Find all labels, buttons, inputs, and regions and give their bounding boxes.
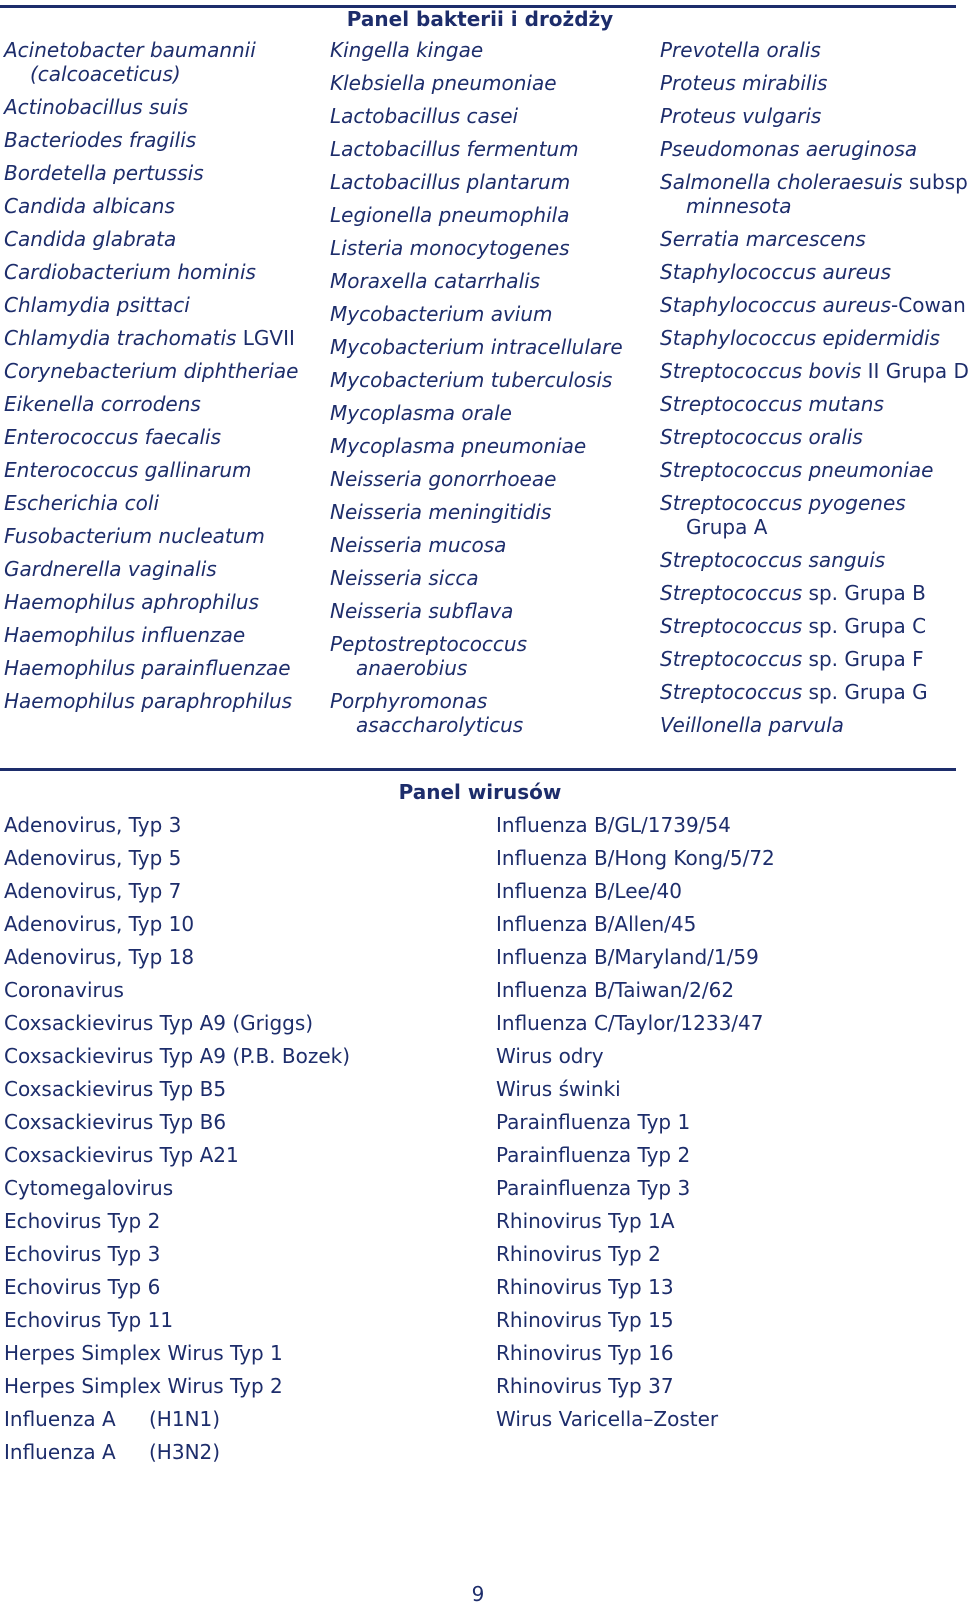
organism-list-item [660, 680, 969, 704]
organism-group: Grupa A [686, 515, 768, 539]
organism-name: Mycobacterium intracellulare [330, 335, 623, 359]
organism-list-item [4, 227, 298, 251]
virus-column-1 [4, 813, 350, 1473]
virus-list-item: Influenza B/Hong Kong/5/72 [496, 846, 775, 870]
virus-list-item: Adenovirus, Typ 18 [4, 945, 195, 969]
organism-name: Haemophilus parainfluenzae [4, 656, 291, 680]
organism-name: Streptococcus bovis [660, 359, 862, 383]
organism-name: Lactobacillus plantarum [330, 170, 571, 194]
organism-list-item [660, 260, 969, 284]
virus-list-item: Wirus Varicella–Zoster [496, 1407, 719, 1431]
virus-list-item: Adenovirus, Typ 5 [4, 846, 182, 870]
virus-list-item: Herpes Simplex Wirus Typ 1 [4, 1341, 283, 1365]
organism-name: Candida albicans [4, 194, 175, 218]
organism-name: Neisseria subflava [330, 599, 514, 623]
organism-name: Streptococcus [660, 581, 803, 605]
organism-name: Streptococcus sanguis [660, 548, 886, 572]
virus-list-item: Rhinovirus Typ 2 [496, 1242, 661, 1266]
virus-panel-title: Panel wirusów [398, 780, 562, 804]
organism-list-item [660, 227, 969, 251]
organism-list-item [660, 71, 969, 95]
organism-name: Mycoplasma pneumoniae [330, 434, 587, 458]
organism-list-item [4, 458, 298, 482]
organism-name: Mycobacterium avium [330, 302, 553, 326]
organism-name: Enterococcus faecalis [4, 425, 221, 449]
virus-list-item: Parainfluenza Typ 3 [496, 1176, 691, 1200]
organism-name: Legionella pneumophila [330, 203, 570, 227]
organism-list-item [660, 548, 969, 572]
virus-list-item: Parainfluenza Typ 2 [496, 1143, 691, 1167]
organism-qualifier: sp. Grupa G [802, 680, 928, 704]
organism-name: Streptococcus pyogenes [660, 491, 906, 515]
virus-list-item [4, 1407, 350, 1431]
organism-list-item [4, 293, 298, 317]
organism-list-item [4, 326, 298, 350]
organism-name: Chlamydia trachomatis [4, 326, 237, 350]
organism-name: Serratia marcescens [660, 227, 866, 251]
organism-name-continued: minnesota [686, 194, 792, 218]
virus-list-item: Influenza B/Allen/45 [496, 912, 697, 936]
organism-list-item [330, 236, 623, 260]
organism-name: Klebsiella pneumoniae [330, 71, 557, 95]
virus-list-item: Rhinovirus Typ 13 [496, 1275, 674, 1299]
organism-name: Lactobacillus casei [330, 104, 519, 128]
organism-name: Lactobacillus fermentum [330, 137, 579, 161]
organism-list-item [330, 71, 623, 95]
organism-name: Chlamydia psittaci [4, 293, 190, 317]
organism-list-item [660, 425, 969, 449]
organism-name: Proteus mirabilis [660, 71, 828, 95]
virus-list-item: Herpes Simplex Wirus Typ 2 [4, 1374, 283, 1398]
organism-name: Fusobacterium nucleatum [4, 524, 265, 548]
organism-list-item [330, 104, 623, 128]
organism-name: Cardiobacterium hominis [4, 260, 256, 284]
virus-list-item: Cytomegalovirus [4, 1176, 174, 1200]
organism-name: Streptococcus [660, 647, 803, 671]
organism-name-continued: (calcoaceticus) [30, 62, 181, 86]
organism-list-item [4, 260, 298, 284]
virus-list-item: Rhinovirus Typ 15 [496, 1308, 674, 1332]
organism-name: Neisseria gonorrhoeae [330, 467, 557, 491]
virus-name: Influenza A [4, 1440, 116, 1464]
organism-qualifier: sp. Grupa B [802, 581, 926, 605]
virus-list-item: Wirus świnki [496, 1077, 621, 1101]
virus-list-item: Adenovirus, Typ 10 [4, 912, 195, 936]
organism-qualifier: -Cowan [891, 293, 966, 317]
organism-list-item [660, 293, 969, 317]
organism-name: Haemophilus influenzae [4, 623, 246, 647]
organism-name: Salmonella choleraesuis [660, 170, 903, 194]
organism-list-item [330, 434, 623, 458]
organism-name: Peptostreptococcus [330, 632, 528, 656]
virus-list-item: Adenovirus, Typ 7 [4, 879, 182, 903]
organism-name: Staphylococcus epidermidis [660, 326, 940, 350]
organism-list-item [330, 689, 623, 737]
organism-list-item [330, 566, 623, 590]
bacteria-column-3 [660, 38, 969, 746]
organism-list-item [330, 38, 623, 62]
organism-list-item [4, 656, 298, 680]
organism-list-item [330, 170, 623, 194]
virus-list-item: Echovirus Typ 3 [4, 1242, 161, 1266]
virus-list-item: Coxsackievirus Typ A9 (Griggs) [4, 1011, 314, 1035]
organism-qualifier: sp. Grupa C [802, 614, 927, 638]
organism-qualifier: sp. Grupa F [802, 647, 924, 671]
virus-list-item: Rhinovirus Typ 1A [496, 1209, 675, 1233]
page-number: 9 [471, 1582, 485, 1606]
organism-list-item [4, 95, 298, 119]
organism-name: Proteus vulgaris [660, 104, 822, 128]
bacteria-column-2 [330, 38, 623, 746]
organism-list-item [330, 203, 623, 227]
organism-name: Staphylococcus aureus [660, 293, 892, 317]
virus-list-item [4, 1440, 350, 1464]
virus-list-item: Coxsackievirus Typ B6 [4, 1110, 227, 1134]
organism-name: Listeria monocytogenes [330, 236, 570, 260]
organism-list-item [660, 326, 969, 350]
organism-qualifier: subsp [902, 170, 968, 194]
organism-list-item [660, 137, 969, 161]
bacteria-panel-title: Panel bakterii i drożdży [346, 7, 614, 31]
organism-name: Eikenella corrodens [4, 392, 201, 416]
organism-name: Haemophilus aphrophilus [4, 590, 259, 614]
virus-column-2 [496, 813, 775, 1440]
bacteria-column-1 [4, 38, 298, 722]
organism-name: Streptococcus mutans [660, 392, 884, 416]
organism-list-item [4, 590, 298, 614]
organism-name: Escherichia coli [4, 491, 159, 515]
organism-list-item [330, 368, 623, 392]
virus-list-item: Rhinovirus Typ 16 [496, 1341, 674, 1365]
virus-list-item: Coxsackievirus Typ A9 (P.B. Bozek) [4, 1044, 351, 1068]
organism-name: Candida glabrata [4, 227, 177, 251]
organism-list-item [330, 599, 623, 623]
virus-list-item: Influenza B/GL/1739/54 [496, 813, 731, 837]
organism-qualifier: LGVII [236, 326, 295, 350]
organism-name: Porphyromonas [330, 689, 488, 713]
organism-list-item [660, 392, 969, 416]
organism-name: Prevotella oralis [660, 38, 821, 62]
virus-list-item: Coxsackievirus Typ B5 [4, 1077, 227, 1101]
virus-strain: (H1N1) [149, 1407, 221, 1431]
virus-name: Influenza A [4, 1407, 116, 1431]
organism-list-item [660, 614, 969, 638]
organism-name: Corynebacterium diphtheriae [4, 359, 299, 383]
organism-list-item [4, 38, 298, 86]
virus-list-item: Adenovirus, Typ 3 [4, 813, 182, 837]
organism-name: Streptococcus pneumoniae [660, 458, 934, 482]
organism-name: Enterococcus gallinarum [4, 458, 252, 482]
organism-list-item [660, 38, 969, 62]
organism-name: Neisseria mucosa [330, 533, 507, 557]
organism-list-item [4, 491, 298, 515]
organism-list-item [330, 269, 623, 293]
organism-qualifier: II Grupa D [861, 359, 969, 383]
organism-name: Streptococcus [660, 614, 803, 638]
organism-list-item [660, 170, 969, 218]
virus-list-item: Rhinovirus Typ 37 [496, 1374, 674, 1398]
organism-name-continued: anaerobius [356, 656, 468, 680]
organism-name: Staphylococcus aureus [660, 260, 892, 284]
virus-list-item: Coxsackievirus Typ A21 [4, 1143, 239, 1167]
organism-name: Streptococcus oralis [660, 425, 863, 449]
organism-name: Mycobacterium tuberculosis [330, 368, 613, 392]
organism-name-continued: asaccharolyticus [356, 713, 524, 737]
virus-list-item: Echovirus Typ 11 [4, 1308, 174, 1332]
organism-name: Veillonella parvula [660, 713, 844, 737]
virus-list-item: Echovirus Typ 2 [4, 1209, 161, 1233]
organism-list-item [4, 161, 298, 185]
organism-list-item [4, 524, 298, 548]
organism-name: Actinobacillus suis [4, 95, 189, 119]
organism-name: Neisseria sicca [330, 566, 479, 590]
organism-list-item [660, 581, 969, 605]
organism-list-item [660, 359, 969, 383]
organism-name: Neisseria meningitidis [330, 500, 552, 524]
organism-list-item [330, 533, 623, 557]
virus-list-item: Wirus odry [496, 1044, 604, 1068]
organism-name: Kingella kingae [330, 38, 484, 62]
organism-list-item [4, 392, 298, 416]
organism-list-item [330, 467, 623, 491]
organism-list-item [4, 425, 298, 449]
organism-name: Mycoplasma orale [330, 401, 512, 425]
organism-list-item [330, 632, 623, 680]
virus-list-item: Influenza B/Maryland/1/59 [496, 945, 759, 969]
organism-list-item [330, 500, 623, 524]
virus-list-item: Parainfluenza Typ 1 [496, 1110, 691, 1134]
organism-list-item [4, 623, 298, 647]
virus-list-item: Influenza B/Taiwan/2/62 [496, 978, 735, 1002]
organism-name: Bacteriodes fragilis [4, 128, 197, 152]
organism-name: Moraxella catarrhalis [330, 269, 541, 293]
organism-list-item [330, 302, 623, 326]
organism-list-item [4, 194, 298, 218]
organism-list-item [4, 359, 298, 383]
organism-name: Haemophilus paraphrophilus [4, 689, 293, 713]
organism-list-item [4, 689, 298, 713]
organism-list-item [660, 458, 969, 482]
organism-list-item [330, 335, 623, 359]
organism-name: Streptococcus [660, 680, 803, 704]
organism-name: Gardnerella vaginalis [4, 557, 217, 581]
virus-list-item: Influenza C/Taylor/1233/47 [496, 1011, 764, 1035]
organism-list-item [660, 104, 969, 128]
virus-list-item: Echovirus Typ 6 [4, 1275, 161, 1299]
organism-name: Bordetella pertussis [4, 161, 204, 185]
virus-list-item: Coronavirus [4, 978, 124, 1002]
organism-list-item [4, 557, 298, 581]
organism-list-item [330, 137, 623, 161]
organism-list-item [660, 713, 969, 737]
section-rule [0, 768, 956, 771]
organism-list-item [4, 128, 298, 152]
virus-strain: (H3N2) [149, 1440, 221, 1464]
organism-list-item [660, 647, 969, 671]
organism-name: Pseudomonas aeruginosa [660, 137, 918, 161]
organism-name: Acinetobacter baumannii [4, 38, 256, 62]
virus-list-item: Influenza B/Lee/40 [496, 879, 682, 903]
organism-list-item [660, 491, 969, 539]
organism-list-item [330, 401, 623, 425]
